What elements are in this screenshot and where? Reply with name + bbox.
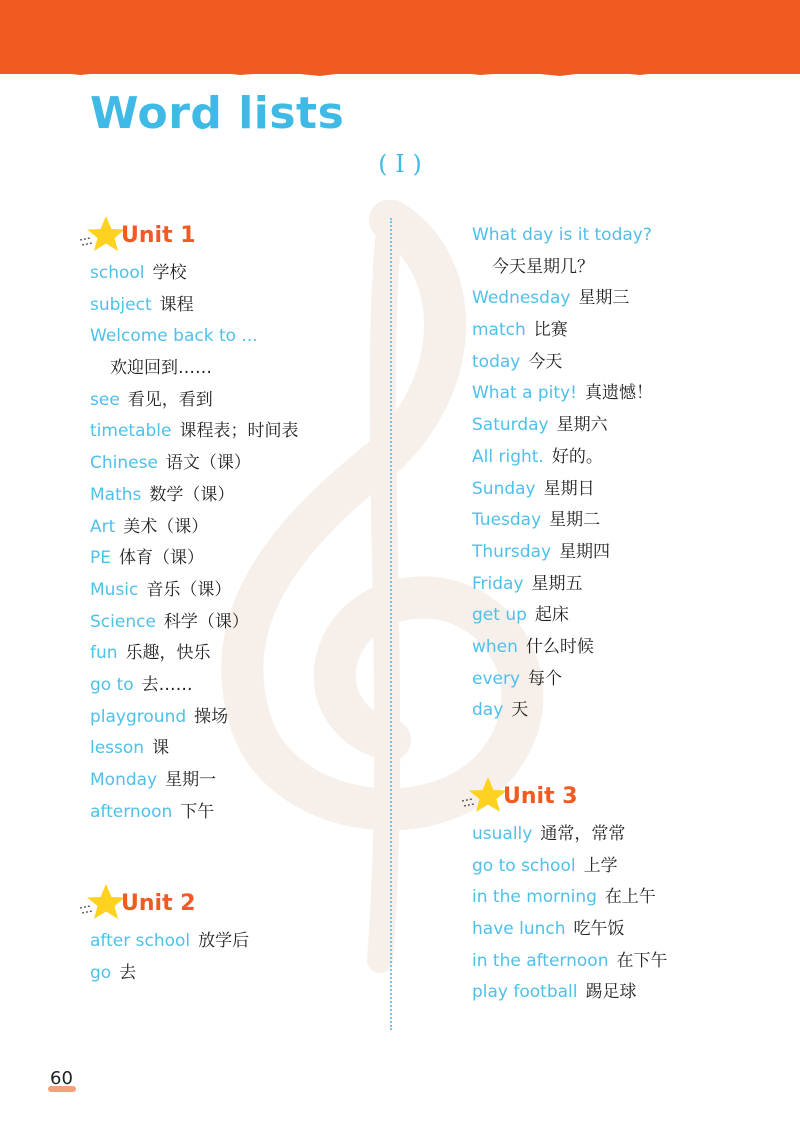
english-word: subject	[90, 294, 152, 315]
english-word: What day is it today?	[472, 225, 652, 245]
chinese-meaning: 星期五	[531, 573, 583, 594]
chinese-meaning: 课	[152, 738, 170, 759]
english-word: in the afternoon	[472, 950, 609, 971]
chinese-meaning: 下午	[180, 801, 215, 822]
english-word: Science	[90, 611, 156, 632]
word-entry	[90, 321, 380, 353]
english-word: All right.	[472, 446, 544, 467]
word-entry	[472, 220, 772, 252]
word-entry	[472, 664, 772, 696]
english-word: Welcome back to ...	[90, 326, 258, 347]
chinese-meaning: 星期三	[578, 288, 630, 309]
chinese-meaning: 真遗憾！	[584, 383, 653, 404]
word-entry	[472, 474, 772, 506]
word-entry	[472, 410, 772, 442]
chinese-meaning: 去	[119, 963, 137, 984]
chinese-meaning: 星期六	[556, 415, 608, 436]
torn-paper-edge	[0, 60, 800, 84]
chinese-meaning: 星期日	[543, 478, 595, 499]
chinese-meaning: 操场	[194, 706, 229, 727]
word-entry	[90, 702, 380, 734]
english-word: timetable	[90, 421, 172, 442]
chinese-meaning: 去……	[141, 674, 193, 695]
english-word: today	[472, 351, 521, 372]
english-word: Music	[90, 579, 139, 600]
unit-title: Unit 3	[503, 784, 578, 809]
chinese-meaning: 星期二	[549, 510, 601, 531]
chinese-meaning: 今天星期几？	[492, 256, 594, 277]
word-entry	[472, 537, 772, 569]
english-word: Monday	[90, 770, 158, 790]
chinese-meaning: 语文（课）	[165, 453, 251, 474]
chinese-meaning: 踢足球	[585, 982, 637, 1003]
word-entry	[90, 926, 380, 958]
english-word: lesson	[90, 738, 145, 759]
page-number: 60	[50, 1068, 73, 1089]
word-entry	[90, 670, 380, 702]
top-banner	[0, 0, 800, 74]
left-column	[90, 212, 380, 990]
english-word: get up	[472, 605, 527, 626]
chinese-meaning: 欢迎回到……	[110, 358, 212, 379]
chinese-meaning: 天	[511, 700, 529, 721]
word-entry	[472, 505, 772, 537]
word-entry	[90, 797, 380, 829]
unit3-entry-list	[472, 819, 772, 1009]
chinese-meaning: 好的。	[551, 446, 603, 467]
word-entry	[90, 448, 380, 480]
english-word: school	[90, 263, 145, 283]
spacer	[472, 727, 772, 773]
english-word: Friday	[472, 573, 524, 594]
word-entry	[472, 851, 772, 883]
chinese-meaning: 今天	[528, 351, 563, 372]
chinese-meaning: 吃午饭	[573, 919, 625, 940]
english-word: usually	[472, 824, 533, 844]
english-word: day	[472, 700, 504, 721]
chinese-meaning: 通常，常常	[540, 824, 626, 844]
english-word: Thursday	[472, 541, 552, 562]
chinese-meaning: 体育（课）	[119, 548, 204, 569]
unit2-continued-entry-list	[472, 220, 772, 727]
english-word: when	[472, 636, 518, 657]
chinese-meaning: 在上午	[604, 887, 656, 908]
english-word: What a pity!	[472, 383, 577, 404]
chinese-meaning: 课程	[159, 294, 194, 315]
word-entry	[90, 575, 380, 607]
english-word: Maths	[90, 484, 142, 505]
english-word: play football	[472, 982, 578, 1003]
word-entry	[472, 600, 772, 632]
right-column	[472, 220, 772, 1009]
chinese-meaning: 数学（课）	[149, 484, 235, 505]
word-entry	[472, 378, 772, 410]
word-entry-continuation	[472, 252, 772, 284]
english-word: have lunch	[472, 919, 566, 940]
word-entry	[472, 695, 772, 727]
chinese-meaning: 起床	[534, 605, 569, 626]
english-word: after school	[90, 931, 191, 952]
unit2-entry-list	[90, 926, 380, 989]
english-word: Tuesday	[472, 510, 542, 531]
english-word: every	[472, 668, 521, 689]
word-entry	[90, 638, 380, 670]
chinese-meaning: 放学后	[198, 931, 250, 952]
unit-title: Unit 2	[121, 891, 196, 917]
word-entry	[90, 958, 380, 990]
english-word: Sunday	[472, 478, 536, 499]
english-word: fun	[90, 643, 118, 664]
english-word: Saturday	[472, 415, 549, 436]
chinese-meaning: 音乐（课）	[146, 579, 232, 600]
spacer	[90, 828, 380, 880]
word-entry	[90, 258, 380, 290]
word-entry	[90, 480, 380, 512]
word-entry	[472, 914, 772, 946]
chinese-meaning: 美术（课）	[123, 516, 209, 537]
section-label: ( I )	[378, 150, 422, 178]
english-word: see	[90, 389, 120, 410]
unit-heading	[458, 773, 772, 819]
word-entry	[472, 819, 772, 851]
english-word: Wednesday	[472, 288, 571, 309]
chinese-meaning: 看见，看到	[127, 389, 213, 410]
word-entry	[472, 347, 772, 379]
word-entry	[472, 946, 772, 978]
word-entry	[90, 765, 380, 797]
chinese-meaning: 课程表；时间表	[179, 421, 299, 442]
chinese-meaning: 上学	[583, 855, 618, 876]
english-word: go	[90, 963, 112, 984]
english-word: PE	[90, 548, 111, 569]
word-entry	[90, 290, 380, 322]
page-title: Word lists	[90, 88, 345, 139]
unit-title: Unit 1	[121, 223, 196, 248]
word-entry	[472, 882, 772, 914]
chinese-meaning: 星期一	[165, 770, 217, 790]
column-divider	[390, 218, 392, 1030]
word-entry	[472, 442, 772, 474]
chinese-meaning: 科学（课）	[163, 611, 249, 632]
word-entry	[90, 385, 380, 417]
chinese-meaning: 乐趣，快乐	[125, 643, 211, 664]
word-entry	[472, 283, 772, 315]
english-word: Art	[90, 516, 116, 537]
chinese-meaning: 星期四	[559, 541, 611, 562]
chinese-meaning: 什么时候	[525, 636, 594, 657]
chinese-meaning: 比赛	[533, 320, 568, 341]
english-word: playground	[90, 706, 187, 727]
chinese-meaning: 在下午	[616, 950, 668, 971]
chinese-meaning: 每个	[528, 668, 563, 689]
english-word: afternoon	[90, 801, 173, 822]
word-entry	[472, 569, 772, 601]
english-word: in the morning	[472, 887, 597, 908]
word-entry	[90, 543, 380, 575]
word-entry-continuation	[90, 353, 380, 385]
word-entry	[90, 733, 380, 765]
unit-heading	[76, 880, 380, 926]
word-entry	[90, 416, 380, 448]
word-entry	[90, 607, 380, 639]
chinese-meaning: 学校	[152, 263, 187, 283]
word-entry	[472, 632, 772, 664]
word-entry	[472, 315, 772, 347]
unit-heading	[76, 212, 380, 258]
english-word: go to	[90, 674, 134, 695]
unit1-entry-list	[90, 258, 380, 828]
english-word: go to school	[472, 855, 576, 876]
word-entry	[90, 512, 380, 544]
english-word: match	[472, 320, 526, 341]
word-entry	[472, 977, 772, 1009]
english-word: Chinese	[90, 453, 158, 474]
